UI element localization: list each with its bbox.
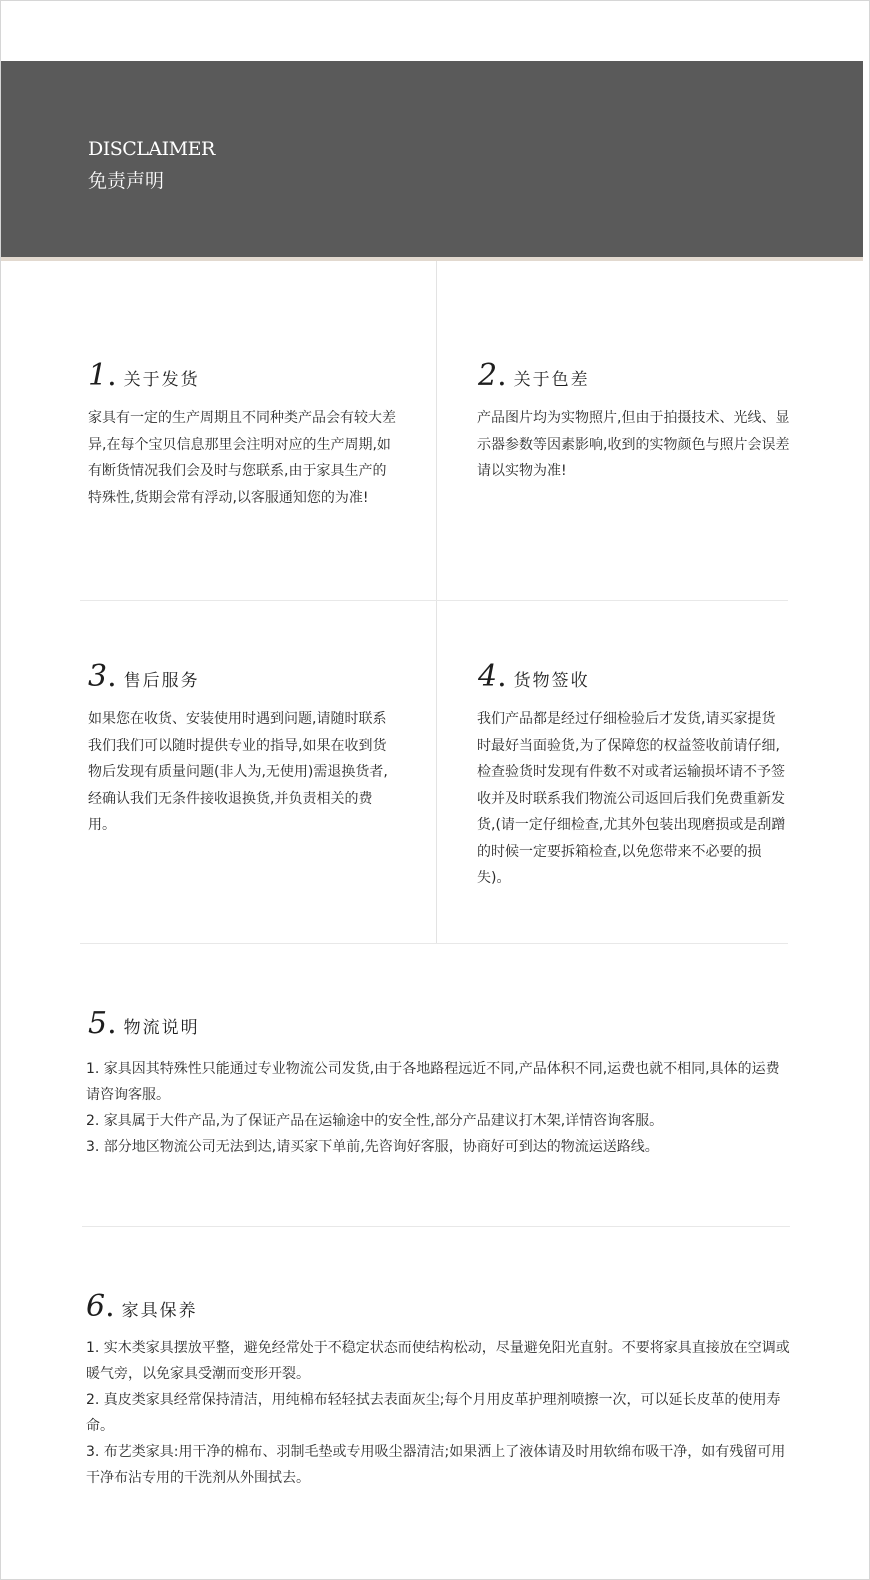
section-title: 关于色差: [513, 370, 590, 390]
list-item: 3. 布艺类家具:用干净的棉布、羽制毛垫或专用吸尘器清洁;如果洒上了液体请及时用软绵布吸干净，如有残留可用干净布沾专用的干洗剂从外围拭去。: [86, 1444, 786, 1486]
section-3-text: 如果您在收货、安装使用时遇到问题,请随时联系我们我们可以随时提供专业的指导,如果在收到货物后发现有质量问题(非人为,无使用)需退换货者,经确认我们无条件接收退换货,并负责相关的费用。: [88, 711, 388, 833]
section-title: 家具保养: [121, 1301, 198, 1321]
section-5-heading: 5 . 物流说明: [88, 1006, 200, 1041]
section-number: 3: [88, 659, 108, 694]
section-2-heading: 2 . 关于色差: [478, 358, 590, 393]
section-4-heading: 4 . 货物签收: [478, 659, 590, 694]
grid-vertical-divider: [436, 261, 437, 943]
section-divider: [82, 1226, 790, 1227]
section-4-text: 我们产品都是经过仔细检验后才发货,请买家提货时最好当面验货,为了保障您的权益签收前请仔细,检查验货时发现有件数不对或者运输损坏请不予签收并及时联系我们物流公司返回后我们免费重新发货,(请一定仔细检查,尤其外包装出现磨损或是刮蹭的时候一定要拆箱检查,以免您带来不必要的损失)。: [477, 711, 786, 886]
section-title: 货物签收: [513, 671, 590, 691]
section-5-list: [86, 1056, 792, 1160]
list-item: 1. 家具因其特殊性只能通过专业物流公司发货,由于各地路程远近不同,产品体积不同,运费也就不相同,具体的运费请咨询客服。: [86, 1061, 780, 1103]
list-item: 2. 家具属于大件产品,为了保证产品在运输途中的安全性,部分产品建议打木架,详情咨询客服。: [86, 1113, 664, 1129]
list-item: 1. 实木类家具摆放平整，避免经常处于不稳定状态而使结构松动，尽量避免阳光直射。不要将家具直接放在空调或暖气旁，以免家具受潮而变形开裂。: [86, 1340, 790, 1382]
section-6-list: [86, 1335, 792, 1491]
section-title: 关于发货: [123, 370, 200, 390]
header-title-cn: 免责声明: [88, 170, 165, 192]
grid-divider-row1: [80, 600, 788, 601]
list-item: 3. 部分地区物流公司无法到达,请买家下单前,先咨询好客服，协商好可到达的物流运送路线。: [86, 1139, 659, 1155]
section-number: 1: [88, 358, 108, 393]
header-title-en: DISCLAIMER: [88, 138, 215, 160]
section-3-heading: 3 . 售后服务: [88, 659, 200, 694]
header-divider: [1, 257, 863, 261]
section-1-text: 家具有一定的生产周期且不同种类产品会有较大差异,在每个宝贝信息那里会注明对应的生产周期,如有断货情况我们会及时与您联系,由于家具生产的特殊性,货期会常有浮动,以客服通知您的为准!: [88, 410, 396, 506]
section-number: 5: [88, 1006, 108, 1041]
section-number: 4: [478, 659, 498, 694]
section-title: 物流说明: [123, 1018, 200, 1038]
section-number: 6: [86, 1289, 106, 1324]
section-2-text: 产品图片均为实物照片,但由于拍摄技术、光线、显示器参数等因素影响,收到的实物颜色与照片会误差请以实物为准!: [477, 410, 790, 479]
section-1-heading: 1 . 关于发货: [88, 358, 200, 393]
section-title: 售后服务: [123, 671, 200, 691]
grid-divider-row2: [80, 943, 788, 944]
section-number: 2: [478, 358, 498, 393]
section-6-heading: 6 . 家具保养: [86, 1289, 198, 1324]
list-item: 2. 真皮类家具经常保持清洁，用纯棉布轻轻拭去表面灰尘;每个月用皮革护理剂喷擦一次，可以延长皮革的使用寿命。: [86, 1392, 781, 1434]
